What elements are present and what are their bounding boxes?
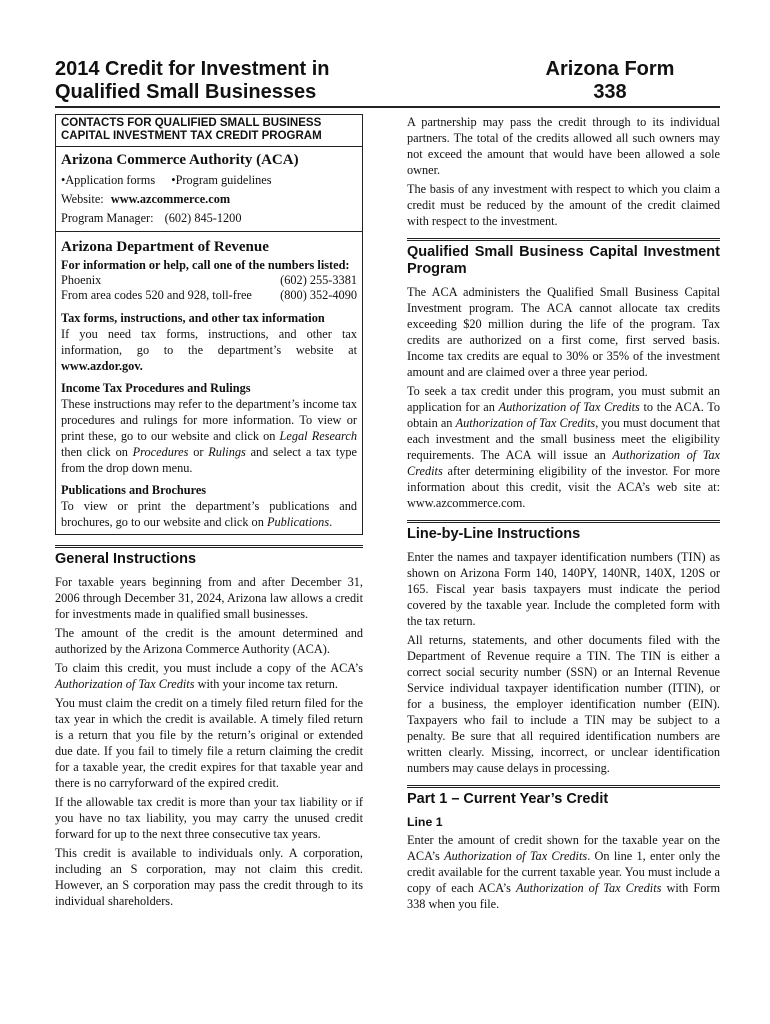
program-p2-text: To seek a tax credit under this program, you must submit an application for an — [407, 384, 720, 414]
phone-number: (602) 255-3381 — [280, 273, 357, 287]
program-p2-text: , you must document that each investment and the small business meet the eligibility requirements. The ACA will issue an — [407, 416, 721, 462]
rulings-heading: Income Tax Procedures and Rulings — [61, 381, 251, 395]
general-p3 — [55, 660, 363, 692]
rulings-body: These instructions may refer to the department’s income tax procedures and rulings for more information. To view or print these, go to our website and click on — [61, 397, 357, 443]
phone-number: (800) 352-4090 — [280, 288, 357, 302]
adr-name: Arizona Department of Revenue — [61, 239, 269, 255]
rulings-text — [61, 396, 357, 476]
rulings-body: and select a tax type from the drop down menu. — [61, 445, 358, 475]
contacts-heading-line2: CAPITAL INVESTMENT TAX CREDIT PROGRAM — [61, 130, 322, 142]
adr-info-line: For information or help, call one of the numbers listed: — [61, 258, 350, 272]
part1-heading: Part 1 – Current Year’s Credit — [407, 785, 720, 808]
taxforms-text — [61, 326, 357, 374]
partnership-paragraph: A partnership may pass the credit through to its individual partners. The total of the credits allowed all such owners may not exceed the amount that would have been allowed a sole owner. — [407, 115, 720, 177]
line1-text: . On line 1, enter only the credit available for the current taxable year. You must include a copy of each ACA’s — [407, 849, 721, 895]
taxforms-heading: Tax forms, instructions, and other tax information — [61, 311, 325, 325]
aca-manager-label: Program Manager: — [61, 211, 154, 225]
taxforms-body: If you need tax forms, instructions, and other tax information, go to the department’s website at — [61, 327, 357, 357]
general-p3-italic: Authorization of Tax Credits — [55, 677, 195, 691]
aca-website-row — [61, 192, 357, 207]
right-column — [407, 114, 720, 915]
form-number — [510, 58, 710, 104]
aca-website-label: Website: — [61, 192, 104, 206]
pubs-text — [61, 498, 357, 530]
line1-italic: Authorization of Tax Credits — [444, 849, 588, 863]
phone-label: From area codes 520 and 928, toll-free — [61, 288, 252, 302]
form-title-line1: 2014 Credit for Investment in — [55, 58, 330, 80]
legal-research-link[interactable]: Legal Research — [279, 429, 357, 443]
publications-link[interactable]: Publications — [266, 515, 330, 529]
aca-contact-section — [56, 147, 362, 231]
general-p2: The amount of the credit is the amount determined and authorized by the Arizona Commerce Authority (ACA). — [55, 626, 363, 656]
form-number-line1: Arizona Form — [545, 58, 675, 80]
phone-row-phoenix — [61, 273, 357, 288]
program-p2-text: to the ACA. To obtain an — [407, 400, 721, 430]
aca-name: Arizona Commerce Authority (ACA) — [61, 152, 299, 168]
program-p2-italic: Authorization of Tax Credits — [498, 400, 640, 414]
rulings-link[interactable]: Rulings — [208, 445, 246, 459]
contacts-heading-line1: CONTACTS FOR QUALIFIED SMALL BUSINESS — [61, 117, 322, 129]
general-p1: For taxable years beginning from and after December 31, 2006 through December 31, 2024, Arizona law allows a credit for investments made in qualified small businesses. — [55, 575, 363, 621]
contacts-box — [55, 114, 363, 535]
form-number-line2: 338 — [593, 81, 627, 103]
program-p2-italic: Authorization of Tax Credits — [455, 416, 596, 430]
general-instructions-heading: General Instructions — [55, 545, 363, 568]
program-p1: The ACA administers the Qualified Small Business Capital Investment program. The ACA cannot allocate tax credits exceeding $20 million during the life of the program. Tax credits are authorized on a first come, first served basis. Income tax credits are equal to 30% or 35% of the investment amount and are claimed over a three year period. — [407, 285, 720, 379]
general-p3-text: To claim this credit, you must include a copy of the ACA’s — [55, 661, 363, 675]
left-column — [55, 114, 363, 912]
adr-contact-section — [56, 231, 362, 534]
lbl-p2: All returns, statements, and other documents filed with the Department of Revenue require a TIN. The TIN is either a correct social security number (SSN) or an Internal Revenue Service individual taxpayer identification number (ITIN), or for a business, the employer identification number (EIN). Taxpayers who fail to include a TIN may be subject to a penalty. Be sure that all required identification numbers are written clearly. Missing, incorrect, or unclear identification numbers may cause delays in processing. — [407, 633, 720, 775]
contacts-heading — [56, 115, 362, 147]
pubs-heading: Publications and Brochures — [61, 483, 207, 497]
line1-text: Enter the amount of credit shown for the taxable year on the ACA’s — [407, 833, 720, 863]
bullet-program-guidelines: •Program guidelines — [171, 173, 272, 187]
line1-text: with Form 338 when you file. — [407, 881, 721, 911]
rulings-body: then click on — [61, 445, 128, 459]
aca-manager-row — [61, 211, 357, 226]
aca-website-link[interactable]: www.azcommerce.com — [110, 192, 231, 206]
aca-manager-phone: (602) 845-1200 — [164, 211, 242, 225]
basis-paragraph: The basis of any investment with respect to which you claim a credit must be reduced by the amount of the credit claimed with respect to the investment. — [407, 182, 720, 228]
pubs-period: . — [329, 515, 333, 529]
general-p6: This credit is available to individuals only. A corporation, including an S corporation, may not claim this credit. However, an S corporation may pass the credit through to its individual shareholders. — [55, 846, 363, 908]
program-p2-text: after determining eligibility of the investor. For more information about this credit, visit the ACA’s web site at: www.azcommerce.com. — [407, 464, 720, 510]
general-p3-text: with your income tax return. — [197, 677, 338, 691]
phone-row-tollfree — [61, 288, 357, 303]
form-title — [55, 58, 330, 104]
pubs-body: To view or print the department’s publications and brochures, go to our website and click on — [61, 499, 357, 529]
general-p5: If the allowable tax credit is more than your tax liability or if you have no tax liability, you may carry the unused credit forward for up to the next three consecutive tax years. — [55, 795, 363, 841]
title-divider — [55, 106, 720, 108]
line1-heading: Line 1 — [407, 815, 443, 829]
form-title-line2: Qualified Small Businesses — [55, 81, 317, 103]
program-heading: Qualified Small Business Capital Investment Program — [407, 238, 720, 278]
aca-bullets — [61, 173, 357, 188]
phone-label: Phoenix — [61, 273, 102, 287]
general-p4: You must claim the credit on a timely filed return filed for the tax year in which the credit is available. A timely filed return is a return that you file by the return’s original or extended due date. If you fail to timely file a return claiming the credit for a taxable year, the credit expires for that taxable year and there is no carryforward of the expired credit. — [55, 696, 363, 790]
bullet-application-forms: •Application forms — [61, 173, 156, 187]
lbl-p1: Enter the names and taxpayer identification numbers (TIN) as shown on Arizona Form 140, 140PY, 140NR, 140X, 120S or 165. Fiscal year basis taxpayers must indicate the period covered by the taxable year. Include the completed form with the tax return. — [407, 550, 720, 628]
line1-italic: Authorization of Tax Credits — [515, 881, 662, 895]
program-p2 — [407, 383, 720, 511]
azdor-website-link[interactable]: www.azdor.gov. — [61, 359, 143, 373]
rulings-body: or — [193, 445, 204, 459]
line-by-line-heading: Line-by-Line Instructions — [407, 520, 720, 543]
line1-paragraph — [407, 832, 720, 912]
program-p2-italic: Authorization of Tax Credits — [407, 448, 721, 478]
procedures-link[interactable]: Procedures — [132, 445, 189, 459]
